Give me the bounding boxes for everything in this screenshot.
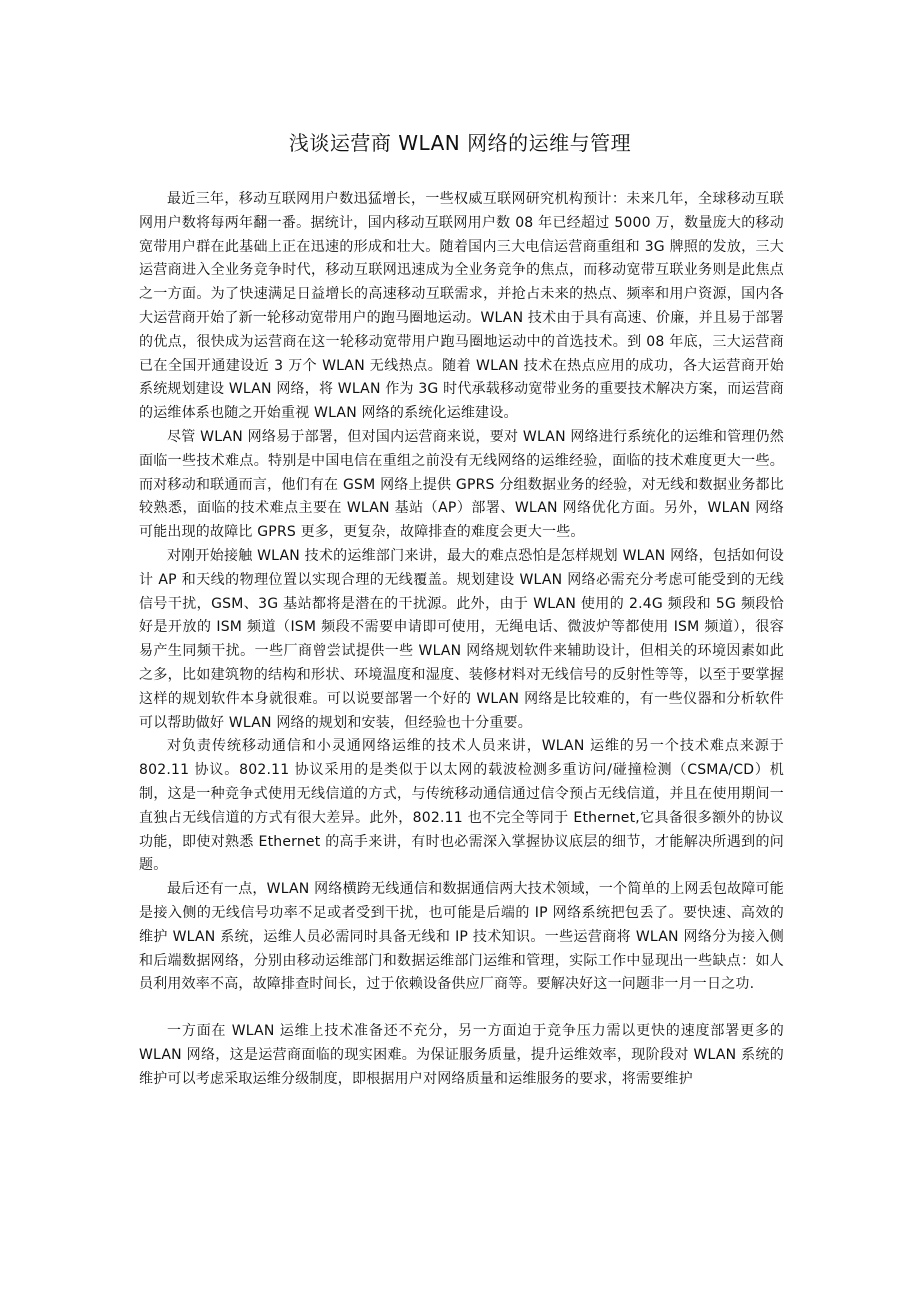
paragraph-5: 最后还有一点，WLAN 网络横跨无线通信和数据通信两大技术领域，一个简单的上网丢包故障可能是接入侧的无线信号功率不足或者受到干扰，也可能是后端的 IP 网络系统把包丢了。要快速、高效的维护 WLAN 系统，运维人员必需同时具备无线和 IP 技术知识。一些运营商将 WLAN 网络分为接入侧和后端数据网络，分别由移动运维部门和数据运维部门运维和管理，实际工作中显现出一些缺点：如人员利用效率不高，故障排查时间长，过于依赖设备供应厂商等。要解决好这一问题非一月一日之功.: [139, 881, 784, 993]
document-body: [139, 188, 784, 1091]
paragraph-1: 最近三年，移动互联网用户数迅猛增长，一些权威互联网研究机构预计：未来几年，全球移动互联网用户数将每两年翻一番。据统计，国内移动互联网用户数 08 年已经超过 5000 万，数量庞大的移动宽带用户群在此基础上正在迅速的形成和壮大。随着国内三大电信运营商重组和 3G 牌照的发放，三大运营商进入全业务竞争时代，移动互联网迅速成为全业务竞争的焦点，而移动宽带互联业务则是此焦点之一方面。为了快速满足日益增长的高速移动互联需求，并抢占未来的热点、频率和用户资源，国内各大运营商开始了新一轮移动宽带用户的跑马圈地运动。WLAN 技术由于具有高速、价廉，并且易于部署的优点，很快成为运营商在这一轮移动宽带用户跑马圈地运动中的首选技术。到 08 年底，三大运营商已在全国开通建设近 3 万个 WLAN 无线热点。随着 WLAN 技术在热点应用的成功，各大运营商开始系统规划建设 WLAN 网络，将 WLAN 作为 3G 时代承载移动宽带业务的重要技术解决方案，而运营商的运维体系也随之开始重视 WLAN 网络的系统化运维建设。: [139, 191, 784, 422]
paragraph-4: 对负责传统移动通信和小灵通网络运维的技术人员来讲，WLAN 运维的另一个技术难点来源于 802.11 协议。802.11 协议采用的是类似于以太网的载波检测多重访问/碰撞检测（CSMA/CD）机制，这是一种竞争式使用无线信道的方式，与传统移动通信通过信令预占无线信道，并且在使用期间一直独占无线信道的方式有很大差异。此外，802.11 也不完全等同于 Ethernet,它具备很多额外的协议功能，即使对熟悉 Ethernet 的高手来讲，有时也必需深入掌握协议底层的细节，才能解决所遇到的问题。: [139, 738, 784, 874]
paragraph-2: 尽管 WLAN 网络易于部署，但对国内运营商来说，要对 WLAN 网络进行系统化的运维和管理仍然面临一些技术难点。特别是中国电信在重组之前没有无线网络的运维经验，面临的技术难度更大一些。而对移动和联通而言，他们有在 GSM 网络上提供 GPRS 分组数据业务的经验，对无线和数据业务都比较熟悉，面临的技术难点主要在 WLAN 基站（AP）部署、WLAN 网络优化方面。另外，WLAN 网络可能出现的故障比 GPRS 更多，更复杂，故障排查的难度会更大一些。: [139, 428, 784, 541]
paragraph-6: 一方面在 WLAN 运维上技术准备还不充分，另一方面迫于竞争压力需以更快的速度部署更多的 WLAN 网络，这是运营商面临的现实困难。为保证服务质量，提升运维效率，现阶段对 WLAN 系统的维护可以考虑采取运维分级制度，即根据用户对网络质量和运维服务的要求，将需要维护: [139, 1023, 784, 1087]
document-title: 浅谈运营商 WLAN 网络的运维与管理: [288, 131, 632, 155]
paragraph-gap: [139, 997, 784, 1020]
paragraph-3: 对刚开始接触 WLAN 技术的运维部门来讲，最大的难点恐怕是怎样规划 WLAN 网络，包括如何设计 AP 和天线的物理位置以实现合理的无线覆盖。规划建设 WLAN 网络必需充分考虑可能受到的无线信号干扰，GSM、3G 基站都将是潜在的干扰源。此外，由于 WLAN 使用的 2.4G 频段和 5G 频段恰好是开放的 ISM 频道（ISM 频段不需要申请即可使用，无绳电话、微波炉等都使用 ISM 频道），很容易产生同频干扰。一些厂商曾尝试提供一些 WLAN 网络规划软件来辅助设计，但相关的环境因素如此之多，比如建筑物的结构和形状、环境温度和湿度、装修材料对无线信号的反射性等等，以至于要掌握这样的规划软件本身就很难。可以说要部署一个好的 WLAN 网络是比较难的，有一些仪器和分析软件可以帮助做好 WLAN 网络的规划和安装，但经验也十分重要。: [139, 547, 784, 731]
